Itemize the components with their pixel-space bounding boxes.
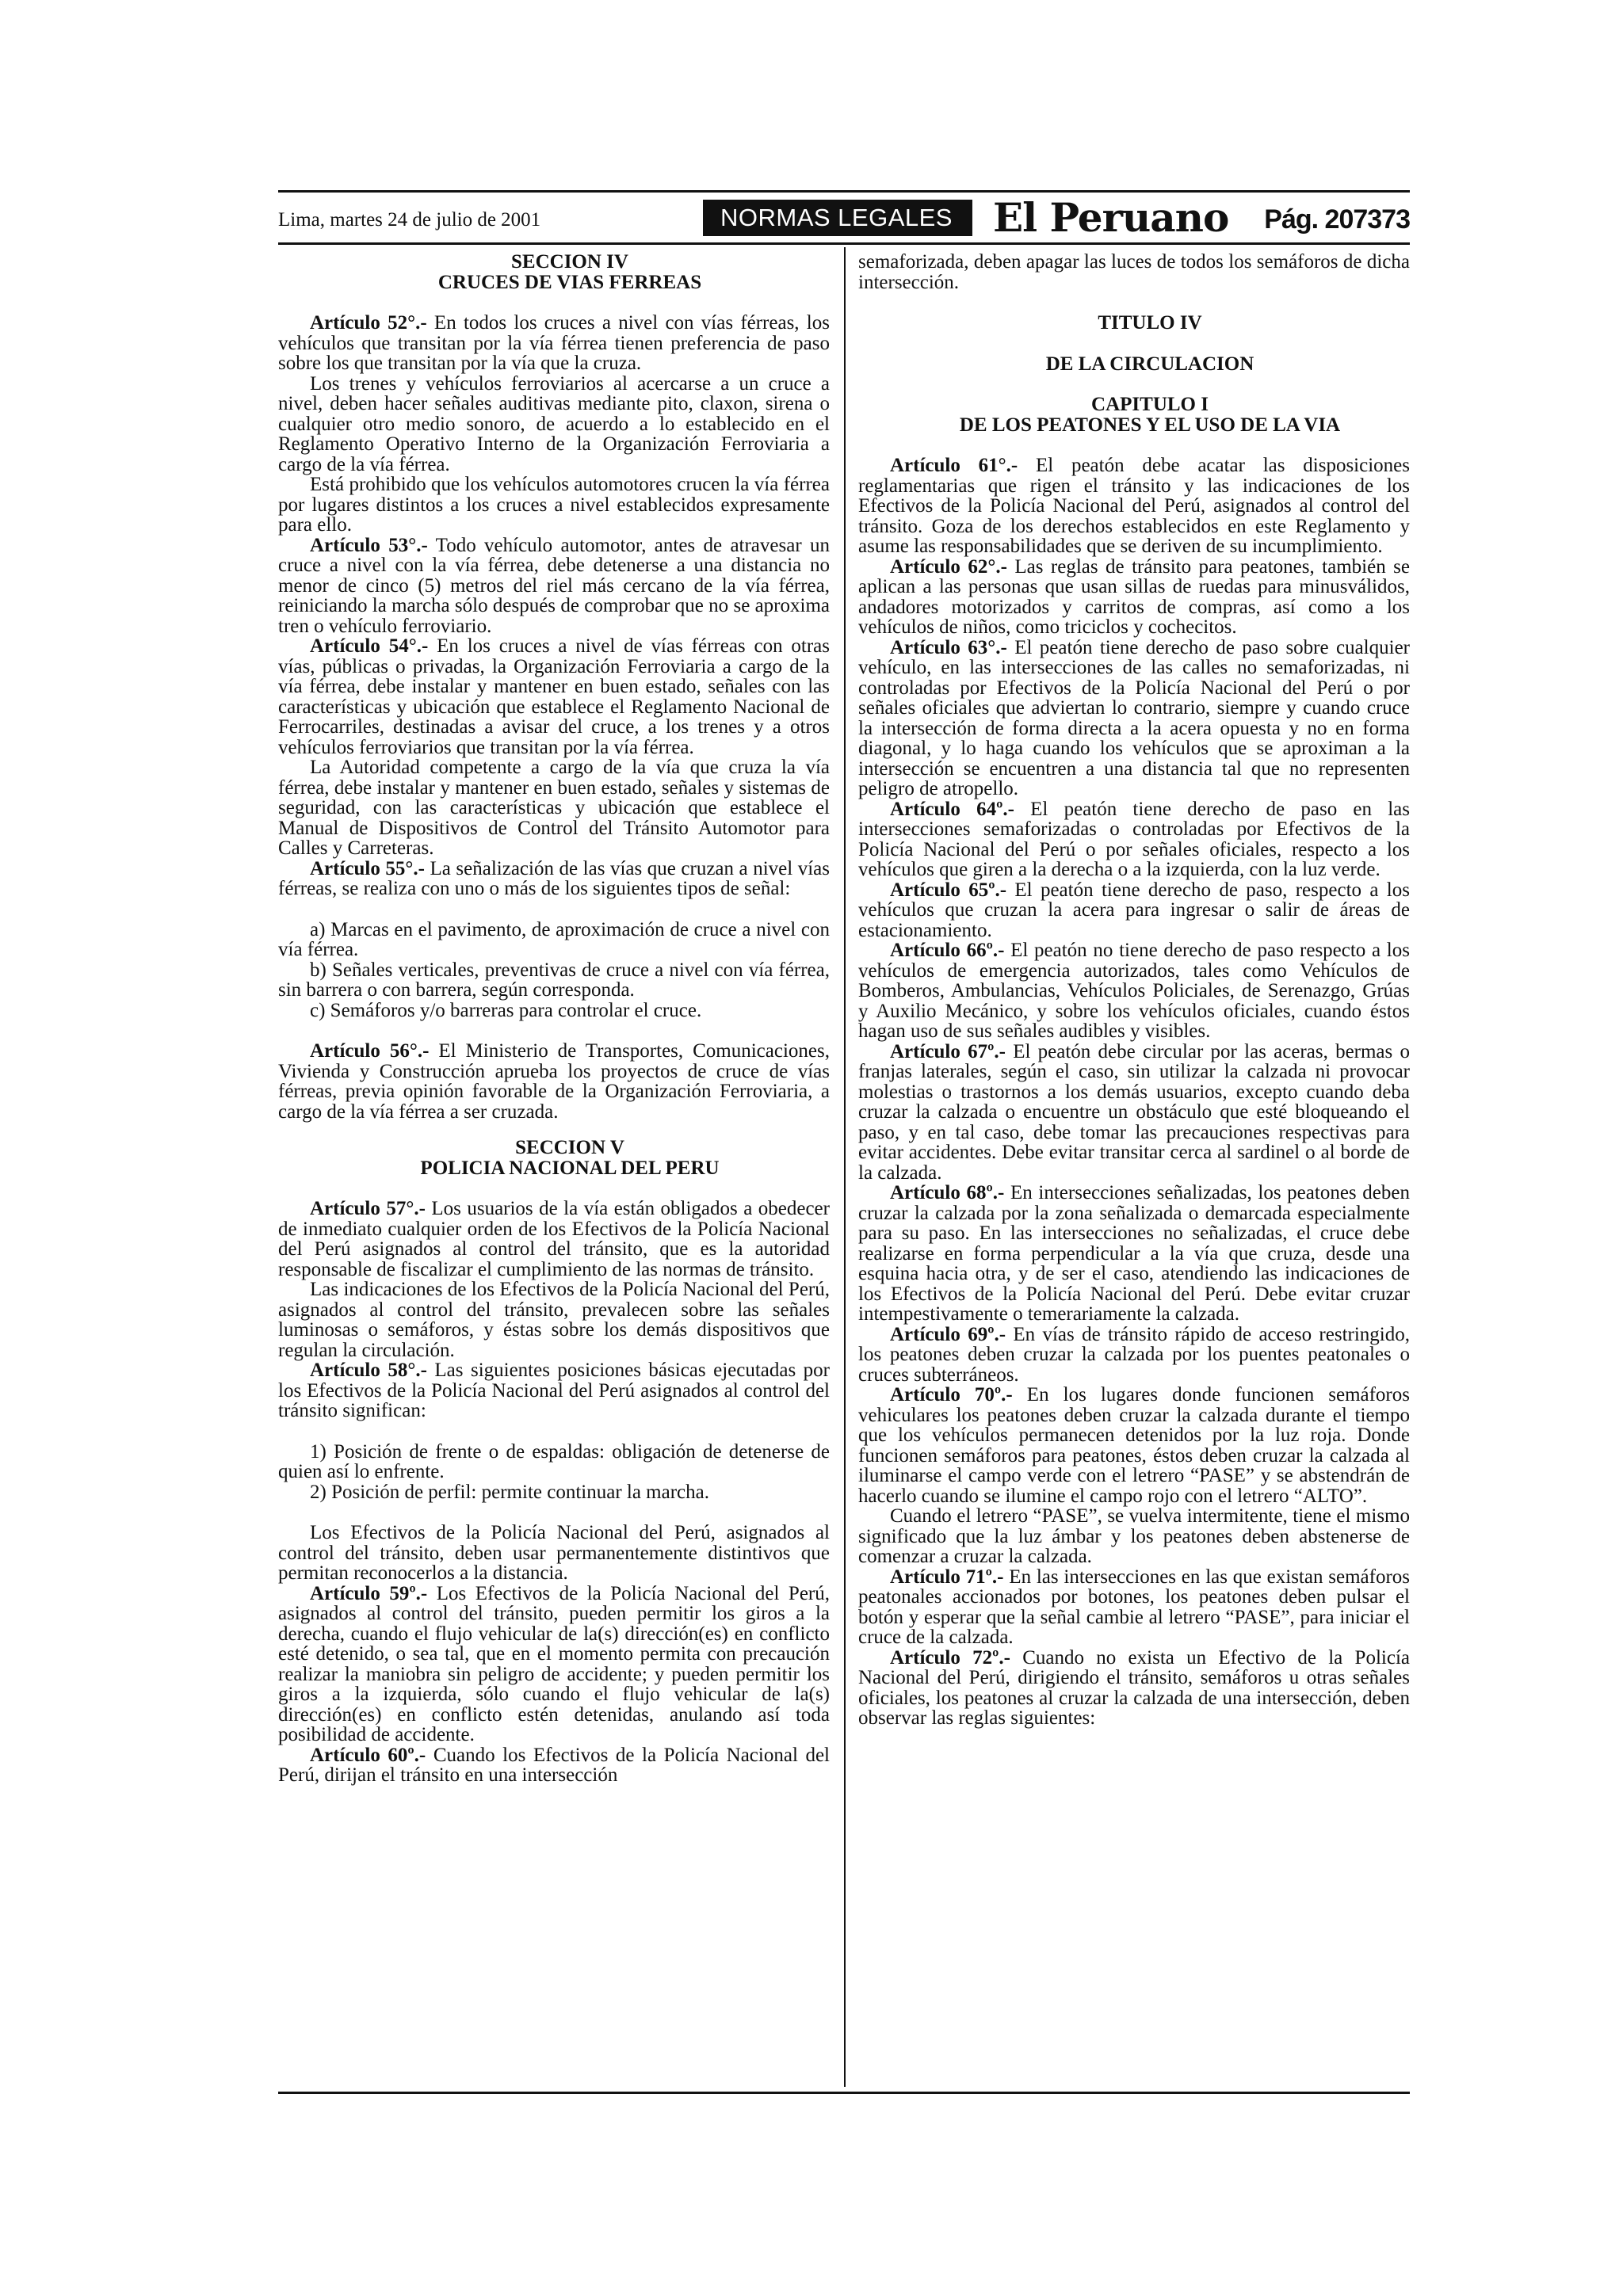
spacer [278, 1020, 830, 1041]
article-paragraph [278, 1199, 830, 1280]
article-text: El peatón debe acatar las disposiciones reglamentarias que rigen el tránsito y las indicaciones de los Efectivos de la Policía Nacional del Perú, asignados al control del tránsito. Goza de los derechos establecidos en este Reglamento y asume las responsabilidades que se deriven de su incumplimiento. [858, 455, 1410, 557]
article-label: Artículo 68º.- [890, 1182, 1005, 1203]
article-paragraph [858, 1183, 1410, 1325]
article-label: Artículo 69º.- [890, 1323, 1006, 1345]
article-paragraph [858, 557, 1410, 638]
spacer [278, 1421, 830, 1442]
paragraph: c) Semáforos y/o barreras para controlar el cruce. [310, 999, 702, 1021]
article-label: Artículo 56°.- [310, 1040, 430, 1062]
article-paragraph [278, 859, 830, 899]
article-paragraph [858, 799, 1410, 880]
article-label: Artículo 54°.- [310, 635, 429, 657]
column-divider [844, 247, 846, 2087]
article-label: Artículo 60º.- [310, 1744, 426, 1766]
article-label: Artículo 57°.- [310, 1198, 426, 1219]
article-label: Artículo 63°.- [890, 636, 1007, 658]
section-heading: SECCION V [515, 1137, 624, 1158]
paragraph: Los trenes y vehículos ferroviarios al acercarse a un cruce a nivel, deben hacer señales auditivas mediante pito, claxon, sirena o cualquier otro medio sonoro, de acuerdo a lo establecido en el Reglamento Operativo Interno de la Organización Ferroviaria a cargo de la vía férrea. [278, 372, 830, 475]
article-label: Artículo 58°.- [310, 1360, 427, 1381]
paragraph: Las indicaciones de los Efectivos de la Policía Nacional del Perú, asignados al control del tránsito, prevalecen sobre las señales luminosas o semáforos, y éstas sobre los demás dispositivos que regulan la circulación. [278, 1279, 830, 1361]
article-text: Los usuarios de la vía están obligados a obedecer de inmediato cualquier orden de los Efectivos de la Policía Nacional del Perú asignados al control del tránsito, que es la autoridad responsable de fiscalizar el cumplimiento de las normas de tránsito. [278, 1198, 830, 1280]
article-paragraph [858, 1325, 1410, 1386]
paragraph: Los Efectivos de la Policía Nacional del Perú, asignados al control del tránsito, deben usar permanentemente distintivos que permitan reconocerlos a la distancia. [278, 1522, 830, 1584]
article-text: La señalización de las vías que cruzan a nivel vías férreas, se realiza con uno o más de los siguientes tipos de señal: [278, 857, 830, 899]
article-paragraph [278, 313, 830, 374]
article-label: Artículo 64º.- [890, 798, 1014, 820]
spacer [858, 334, 1410, 354]
masthead-logo: El Peruano [993, 194, 1229, 241]
section-heading: CAPITULO I [1091, 394, 1209, 415]
paragraph: Cuando el letrero “PASE”, se vuelva intermitente, tiene el mismo significado que la luz ámbar y los peatones deben abstenerse de comenzar a cruzar la calzada. [858, 1505, 1410, 1567]
article-label: Artículo 65º.- [890, 879, 1007, 901]
article-paragraph [858, 880, 1410, 941]
section-heading: POLICIA NACIONAL DEL PERU [420, 1157, 720, 1179]
article-text: En los cruces a nivel de vías férreas con otras vías, públicas o privadas, la Organización Ferroviaria a cargo de la vía férrea, debe instalar y mantener en buen estado, señales con las características y ubicación que establece el Reglamento Nacional de Ferrocarriles, destinadas a avisar del cruce, a los trenes y a otros vehículos ferroviarios que transitan por la vía férrea. [278, 635, 830, 758]
article-paragraph [858, 456, 1410, 557]
article-paragraph [278, 1584, 830, 1745]
article-text: Los Efectivos de la Policía Nacional del Perú, asignados al control del tránsito, pueden permitir los giros a la derecha, cuando el flujo vehicular de la(s) dirección(es) en conflicto esté detenido, o sea tal, que en el momento permita con precaución realizar la maniobra sin peligro de accidente; y pueden permitir los giros a la izquierda, sólo cuando el flujo vehicular de la(s) dirección(es) en conflicto estén detenidas, anulando así toda posibilidad de accidente. [278, 1582, 830, 1745]
spacer [858, 374, 1410, 395]
page-header [278, 194, 1410, 241]
article-label: Artículo 53°.- [310, 534, 428, 556]
article-paragraph [278, 636, 830, 757]
article-text: El peatón tiene derecho de paso sobre cualquier vehículo, en las intersecciones de las calles no semaforizadas, ni controladas por Efectivos de la Policía Nacional del Perú o por señales oficiales que adviertan lo contrario, siempre y cuando cruce la intersección de forma directa a la acera opuesta y no en forma diagonal, y lo haga cuando los vehículos que se aproximan a la intersección se encuentren a una distancia tal que no representen peligro de atropello. [858, 636, 1410, 799]
article-paragraph [858, 1042, 1410, 1184]
article-label: Artículo 52°.- [310, 312, 427, 334]
paragraph: b) Señales verticales, preventivas de cruce a nivel con vía férrea, sin barrera o con barrera, según corresponda. [278, 959, 830, 1001]
section-heading: DE LOS PEATONES Y EL USO DE LA VIA [959, 414, 1341, 436]
article-label: Artículo 55°.- [310, 857, 425, 879]
article-text: El peatón tiene derecho de paso en las intersecciones semaforizadas o controladas por Efectivos de la Policía Nacional del Perú o por señales oficiales, respecto a los vehículos que giren a la derecha o a la izquierda, con la luz verde. [858, 798, 1410, 880]
article-paragraph [858, 1385, 1410, 1506]
paragraph: 2) Posición de perfil: permite continuar la marcha. [310, 1481, 709, 1503]
article-text: Las siguientes posiciones básicas ejecutadas por los Efectivos de la Policía Nacional del Perú asignados al control del tránsito significan: [278, 1360, 830, 1421]
section-heading: CRUCES DE VIAS FERREAS [437, 271, 702, 293]
article-text: En las intersecciones en las que existan semáforos peatonales accionados por botones, los peatones deben pulsar el botón y esperar que la señal cambie al letrero “PASE”, para iniciar el cruce de la calzada. [858, 1566, 1410, 1648]
section-heading: SECCION IV [511, 251, 628, 273]
article-label: Artículo 70º.- [890, 1384, 1013, 1405]
article-text: Las reglas de tránsito para peatones, también se aplican a las personas que usan sillas de ruedas para minusválidos, andadores motorizados y carritos de compras, así como a los vehículos de niños, como triciclos y cochecitos. [858, 555, 1410, 638]
paragraph: Está prohibido que los vehículos automotores crucen la vía férrea por lugares distintos a los cruces a nivel establecidos expresamente para ello. [278, 474, 830, 536]
article-label: Artículo 72º.- [890, 1646, 1010, 1669]
article-paragraph [278, 1360, 830, 1421]
article-label: Artículo 59º.- [310, 1582, 428, 1604]
header-bottom-rule [278, 242, 1410, 245]
section-band: NORMAS LEGALES [703, 200, 972, 236]
spacer [278, 1178, 830, 1199]
article-text: El Ministerio de Transportes, Comunicaciones, Vivienda y Construcción aprueba los proyectos de cruce de vías férreas, previa opinión favorable de la Organización Ferroviaria, a cargo de la vía férrea a ser cruzada. [278, 1040, 830, 1123]
spacer [278, 1122, 830, 1138]
article-paragraph [858, 1648, 1410, 1729]
article-text: En vías de tránsito rápido de acceso restringido, los peatones deben cruzar la calzada por los puentes peatonales o cruces subterráneos. [858, 1323, 1410, 1386]
paragraph: a) Marcas en el pavimento, de aproximación de cruce a nivel con vía férrea. [278, 918, 830, 960]
article-text: En intersecciones señalizadas, los peatones deben cruzar la calzada por la zona señalizada o demarcada especialmente para su paso. En las intersecciones no señalizadas, el cruce debe realizarse en forma perpendicular a la vía que cruza, desde una esquina hacia otra, y de ser el caso, atendiendo las indicaciones de los Efectivos de la Policía Nacional del Perú. Debe evitar cruzar intempestivamente o temerariamente la calzada. [858, 1182, 1410, 1325]
article-paragraph [858, 638, 1410, 799]
spacer [278, 899, 830, 920]
section-heading: TITULO IV [1098, 312, 1202, 334]
spacer [278, 292, 830, 313]
article-label: Artículo 62°.- [890, 555, 1007, 578]
article-label: Artículo 61°.- [890, 455, 1018, 476]
left-column [278, 252, 830, 1786]
spacer [858, 435, 1410, 456]
spacer [858, 292, 1410, 313]
article-paragraph [858, 940, 1410, 1042]
article-label: Artículo 66º.- [890, 940, 1005, 961]
article-label: Artículo 71º.- [890, 1566, 1004, 1588]
paragraph: 1) Posición de frente o de espaldas: obligación de detenerse de quien así lo enfrente. [278, 1440, 830, 1482]
article-text: Todo vehículo automotor, antes de atravesar un cruce a nivel con la vía férrea, debe detenerse a una distancia no menor de cinco (5) metros del riel más cercano de la vía férrea, reiniciando la marcha sólo después de comprobar que no se aproxima tren o vehículo ferroviario. [278, 534, 830, 637]
spacer [278, 1502, 830, 1523]
header-top-rule [278, 190, 1410, 193]
article-paragraph [278, 1745, 830, 1786]
right-column [858, 252, 1410, 1729]
article-paragraph [858, 1567, 1410, 1648]
page-number: Pág. 207373 [1264, 204, 1410, 235]
paragraph: La Autoridad competente a cargo de la vía que cruza la vía férrea, debe instalar y mantener en buen estado, señales y sistemas de seguridad, con las características y ubicación que establece el Manual de Dispositivos de Control del Tránsito Automotor para Calles y Carreteras. [278, 757, 830, 859]
article-text: Cuando los Efectivos de la Policía Nacional del Perú, dirijan el tránsito en una intersección [278, 1744, 830, 1786]
article-text: El peatón debe circular por las aceras, bermas o franjas laterales, según el caso, sin utilizar la calzada ni provocar molestias o trastornos a los demás usuarios, excepto cuando deba cruzar la calzada o encuentre un obstáculo que esté bloqueando el paso, y en tal caso, debe tomar las precauciones respectivas para evitar accidentes. Debe evitar transitar cerca al sardinel o al borde de la calzada. [858, 1040, 1411, 1184]
footer-rule [278, 2092, 1410, 2094]
section-heading: DE LA CIRCULACION [1045, 353, 1254, 375]
article-text: El peatón tiene derecho de paso, respecto a los vehículos que cruzan la acera para ingresar o salir de áreas de estacionamiento. [858, 879, 1410, 941]
article-text: En los lugares donde funcionen semáforos vehiculares los peatones deben cruzar la calzada durante el tiempo que los vehículos permanecen detenidos por la luz roja. Donde funcionen semáforos para peatones, éstos deben cruzar la calzada al iluminarse el campo verde con el letrero “PASE” y se abstendrán de hacerlo cuando se ilumine el campo rojo con el letrero “ALTO”. [858, 1384, 1410, 1507]
article-paragraph [278, 536, 830, 637]
issue-date: Lima, martes 24 de julio de 2001 [278, 209, 541, 231]
article-text: En todos los cruces a nivel con vías férreas, los vehículos que transitan por la vía férrea tienen preferencia de paso sobre los que transitan por la vía que la cruza. [278, 312, 830, 374]
article-paragraph [278, 1041, 830, 1122]
article-text: Cuando no exista un Efectivo de la Policía Nacional del Perú, dirigiendo el tránsito, semáforos u otras señales oficiales, los peatones al cruzar la calzada de una intersección, deben observar las reglas siguientes: [858, 1646, 1410, 1729]
article-label: Artículo 67º.- [890, 1040, 1006, 1062]
article-text: El peatón no tiene derecho de paso respecto a los vehículos de emergencia autorizados, tales como Vehículos de Bomberos, Ambulancias, Vehículos Policiales, de Serenazgo, Grúas y Auxilio Mecánico, y sobre los vehículos oficiales, cuando éstos hagan uso de sus señales audibles y visibles. [858, 940, 1410, 1042]
continued-paragraph: semaforizada, deben apagar las luces de todos los semáforos de dicha intersección. [858, 251, 1410, 293]
